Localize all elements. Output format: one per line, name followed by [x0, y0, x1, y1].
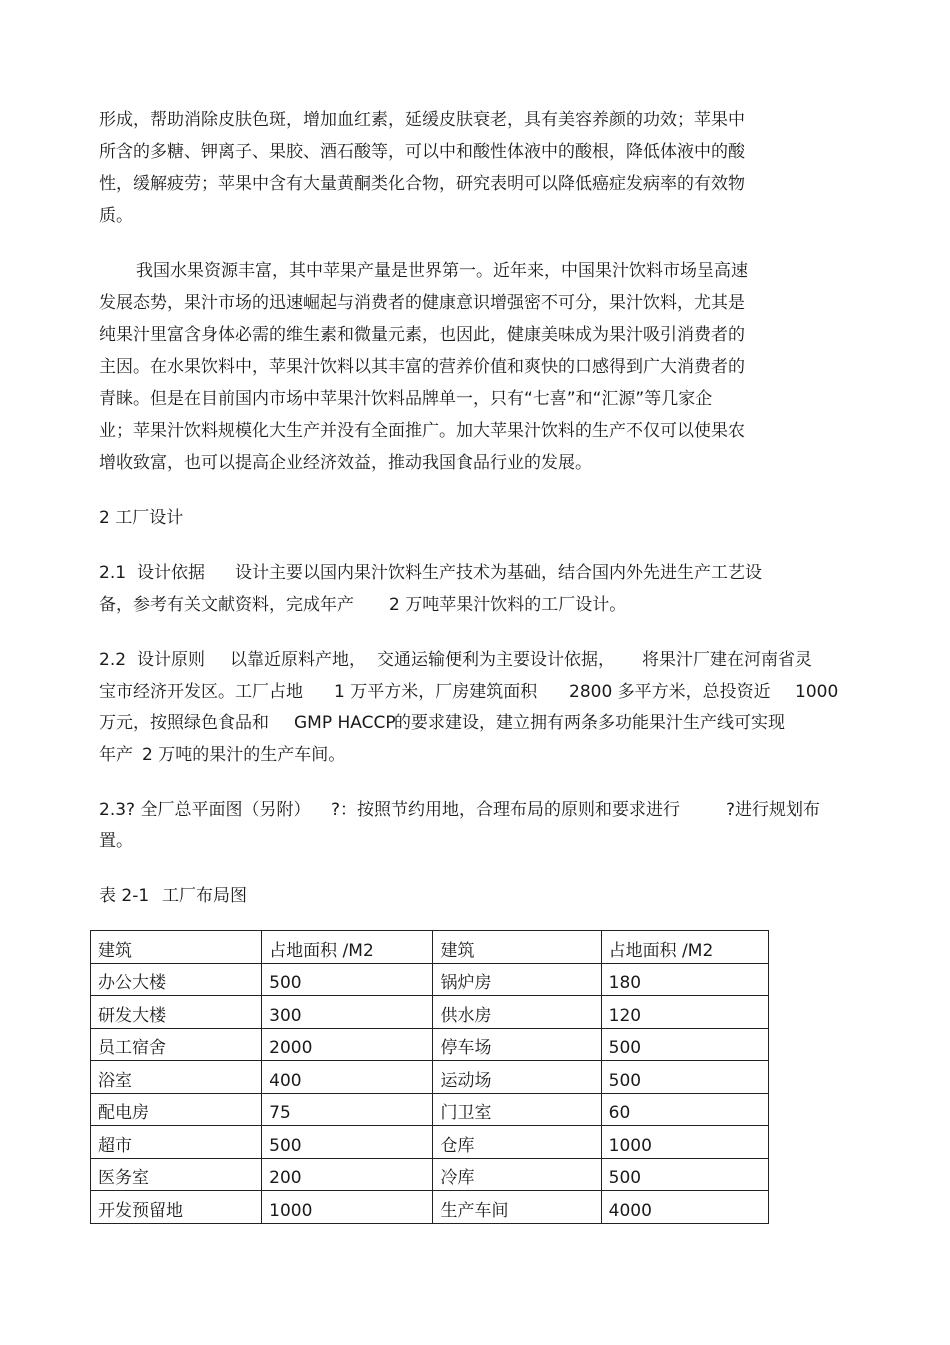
- table-cell: 2000: [262, 1028, 433, 1061]
- table-row: [91, 1093, 769, 1126]
- table-row: [91, 1191, 769, 1224]
- facility-layout-table: [90, 930, 769, 1224]
- table-cell: 办公大楼: [91, 963, 262, 996]
- s23-text-1b: ?：按照节约用地，合理布局的原则和要求进行: [331, 800, 681, 820]
- table-cell: 60: [601, 1093, 768, 1126]
- s22-text-2b: 1 万平方米，厂房建筑面积: [334, 682, 538, 702]
- table-cell: 门卫室: [433, 1093, 601, 1126]
- s22-text-1a: 以靠近原料产地，: [230, 650, 366, 670]
- s22-text-1c: 将果汁厂建在河南省灵: [642, 650, 812, 670]
- paragraph2-line-7: 增收致富，也可以提高企业经济效益，推动我国食品行业的发展。: [99, 453, 592, 473]
- table-cell: 供水房: [433, 996, 601, 1029]
- paragraph1-line-2: 所含的多糖、钾离子、果胶、酒石酸等，可以中和酸性体液中的酸根，降低体液中的酸: [99, 142, 745, 162]
- table-cell: 开发预留地: [91, 1191, 262, 1224]
- table-cell: 1000: [262, 1191, 433, 1224]
- table-cell: 500: [601, 1158, 768, 1191]
- s22-title: 设计原则: [137, 650, 205, 670]
- s22-text-2a: 宝市经济开发区。工厂占地: [99, 682, 303, 702]
- s21-text-1: 设计主要以国内果汁饮料生产技术为基础，结合国内外先进生产工艺设: [235, 563, 762, 583]
- table-header-cell: 占地面积 /M2: [601, 931, 768, 964]
- table-header-cell: 占地面积 /M2: [262, 931, 433, 964]
- s22-text-3b: GMP HACCP: [294, 713, 396, 733]
- table-row: [91, 1061, 769, 1094]
- paragraph1-line-3: 性，缓解疲劳；苹果中含有大量黄酮类化合物，研究表明可以降低癌症发病率的有效物: [99, 174, 745, 194]
- paragraph2-line-2: 发展态势，果汁市场的迅速崛起与消费者的健康意识增强密不可分，果汁饮料，尤其是: [99, 293, 745, 313]
- table-cell: 500: [262, 1126, 433, 1159]
- s22-text-2c: 2800 多平方米，总投资近: [569, 682, 771, 702]
- table-cell: 200: [262, 1158, 433, 1191]
- s22-number: 2.2: [99, 650, 127, 670]
- paragraph2-line-6: 业；苹果汁饮料规模化大生产并没有全面推广。加大苹果汁饮料的生产不仅可以使果农: [99, 421, 745, 441]
- paragraph1-line-4: 质。: [99, 206, 133, 226]
- paragraph2-line-1: 我国水果资源丰富，其中苹果产量是世界第一。近年来，中国果汁饮料市场呈高速: [136, 261, 748, 281]
- table-header-row: [91, 931, 769, 964]
- table-header-cell: 建筑: [433, 931, 601, 964]
- table-cell: 500: [262, 963, 433, 996]
- table-cell: 300: [262, 996, 433, 1029]
- table-caption-label: 表 2-1: [99, 886, 150, 906]
- s21-number: 2.1: [99, 563, 127, 583]
- table-row: [91, 1028, 769, 1061]
- s22-text-3c: 的要求建设，建立拥有两条多功能果汁生产线可实现: [394, 713, 785, 733]
- table-cell: 4000: [601, 1191, 768, 1224]
- table-cell: 研发大楼: [91, 996, 262, 1029]
- table-cell: 停车场: [433, 1028, 601, 1061]
- table-caption-title: 工厂布局图: [162, 886, 247, 906]
- table-cell: 锅炉房: [433, 963, 601, 996]
- table-cell: 冷库: [433, 1158, 601, 1191]
- paragraph2-line-3: 纯果汁里富含身体必需的维生素和微量元素，也因此，健康美味成为果汁吸引消费者的: [99, 325, 745, 345]
- s22-text-2d: 1000: [795, 682, 839, 702]
- table-cell: 500: [601, 1028, 768, 1061]
- table-cell: 75: [262, 1093, 433, 1126]
- s21-text-2a: 备，参考有关文献资料，完成年产: [99, 595, 354, 615]
- table-cell: 运动场: [433, 1061, 601, 1094]
- table-cell: 400: [262, 1061, 433, 1094]
- table-header-cell: 建筑: [91, 931, 262, 964]
- s22-text-1b: 交通运输便利为主要设计依据，: [377, 650, 615, 670]
- table-cell: 1000: [601, 1126, 768, 1159]
- table-cell: 仓库: [433, 1126, 601, 1159]
- table-cell: 员工宿舍: [91, 1028, 262, 1061]
- table-cell: 超市: [91, 1126, 262, 1159]
- table-cell: 浴室: [91, 1061, 262, 1094]
- s23-text-2: 置。: [99, 831, 133, 851]
- s22-text-4b: 2 万吨的果汁的生产车间。: [142, 745, 346, 765]
- s23-text-1c: ?进行规划布: [726, 800, 821, 820]
- table-cell: 180: [601, 963, 768, 996]
- s22-text-3a: 万元，按照绿色食品和: [99, 713, 269, 733]
- s23-text-1a: 2.3? 全厂总平面图（另附）: [99, 800, 311, 820]
- paragraph2-line-5: 青睐。但是在目前国内市场中苹果汁饮料品牌单一，只有“七喜”和“汇源”等几家企: [99, 389, 713, 409]
- table-cell: 医务室: [91, 1158, 262, 1191]
- table-cell: 120: [601, 996, 768, 1029]
- s21-title: 设计依据: [137, 563, 205, 583]
- table-cell: 生产车间: [433, 1191, 601, 1224]
- table-row: [91, 996, 769, 1029]
- table-cell: 配电房: [91, 1093, 262, 1126]
- s21-text-2b: 2 万吨苹果汁饮料的工厂设计。: [389, 595, 627, 615]
- paragraph2-line-4: 主因。在水果饮料中，苹果汁饮料以其丰富的营养价值和爽快的口感得到广大消费者的: [99, 357, 745, 377]
- s22-text-4a: 年产: [99, 745, 133, 765]
- section-heading: 2 工厂设计: [99, 508, 184, 528]
- paragraph1-line-1: 形成，帮助消除皮肤色斑，增加血红素，延缓皮肤衰老，具有美容养颜的功效；苹果中: [99, 110, 745, 130]
- table-row: [91, 1158, 769, 1191]
- table-row: [91, 963, 769, 996]
- table-row: [91, 1126, 769, 1159]
- table-cell: 500: [601, 1061, 768, 1094]
